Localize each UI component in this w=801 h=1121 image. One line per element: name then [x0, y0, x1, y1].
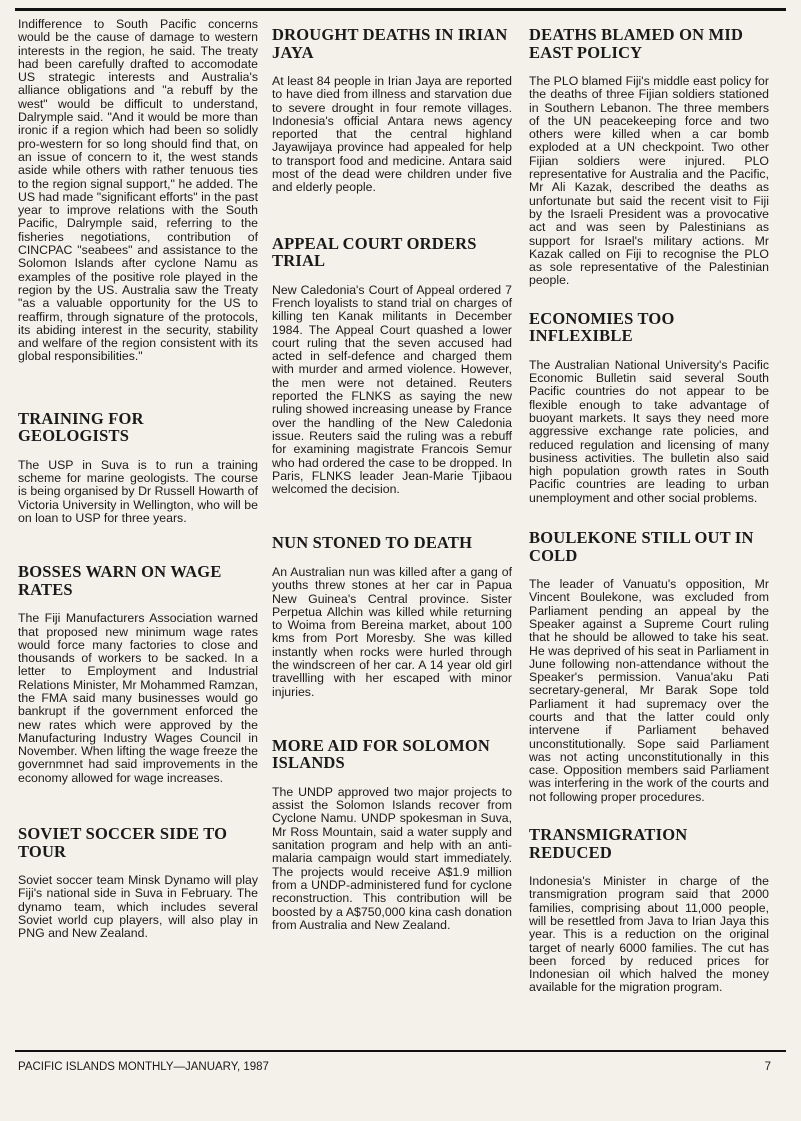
article-nun-stoned	[272, 534, 512, 698]
article-soviet-soccer	[18, 825, 258, 940]
article-body: An Australian nun was killed after a gang of youths threw stones at her car in Papua New Guinea's Central province. Sister Perpetua Allchin was killed while returning to Woima from Bereina market, about 100 kms from Port Moresby. She was killed instantly when rocks were hurled through the windscreen of her car. A 14 year old girl travellling with her escaped with minor injuries.	[272, 564, 512, 699]
article-body: At least 84 people in Irian Jaya are reported to have died from illness and starvation due to severe drought in four remote villages. Indonesia's official Antara news agency reported that the central highland Jayawijaya province had appealed for help to transport food and medicine. Antara said most of the dead were children under five and elderly people.	[272, 74, 512, 195]
article-headline: ECONOMIES TOO INFLEXIBLE	[529, 308, 675, 346]
article-body: The Australian National University's Pacific Economic Bulletin said several South Pacific countries do not appear to be flexible enough to take advantage of buoyant markets. It says they need more aggressive exchange rate policies, and reduced regulation and licensing of many business activities. The bulletin also said high population growth rates in South Pacific countries are leading to urban unemployment and other social problems.	[529, 357, 769, 505]
article-body: The USP in Suva is to run a training scheme for marine geologists. The course is being organised by Dr Russell Howarth of Victoria University in Wellington, who will be on loan to USP for three years.	[18, 457, 258, 525]
article-boulekone	[529, 529, 769, 804]
article-economies-inflexible	[529, 310, 769, 505]
bottom-rule	[15, 1050, 786, 1052]
article-deaths-blamed	[529, 26, 769, 288]
article-headline: DEATHS BLAMED ON MID EAST POLICY	[529, 25, 744, 62]
article-drought-deaths	[272, 26, 512, 195]
article-more-aid	[272, 737, 512, 932]
article-headline: SOVIET SOCCER SIDE TO TOUR	[18, 824, 228, 861]
article-body: Soviet soccer team Minsk Dynamo will play Fiji's national side in Suva in February. The dynamo team, which includes several Soviet world cup players, will also play in PNG and New Zealand.	[18, 873, 258, 941]
article-body: The PLO blamed Fiji's middle east policy for the deaths of three Fijian soldiers stationed in Southern Lebanon. The three members of the UN peacekeeping force and two others were killed when a car bomb exploded at a UN checkpoint. Two other Fijian soldiers were injured. PLO representative for Australia and the Pacific, Mr Ali Kazak, described the deaths as unfortunate but said the recent visit to Fiji by the Israeli President was a provocative act and was seen by Palestinians as support for Israel's military actions. Mr Kazak called on Fiji to recognise the PLO as sole representative of the Palestinian people.	[529, 74, 769, 288]
article-headline: DROUGHT DEATHS IN IRIAN JAYA	[272, 25, 508, 62]
article-body: Indonesia's Minister in charge of the transmigration program said that 2000 families, comprising about 11,000 people, will be resettled from Java to Irian Jaya this year. This is a reduction on the original target of nearly 6000 families. The cut has been forced by reduced prices for Indonesian oil which halved the money available for the migration program.	[529, 874, 769, 995]
article-body: New Caledonia's Court of Appeal ordered 7 French loyalists to stand trial on charges of killing ten Kanak militants in December 1984. The Appeal Court quashed a lower court ruling that the seven accused had acted in self-defence and charged them with murder and armed violence. However, the men were not detained. Reuters reported the FLNKS as saying the new ruling showed increasing unease by France over the handling of the New Caledonia issue. Reuters said the ruling was a rebuff for examining magistrate Francois Semur who had ordered the case to be dropped. In Paris, FLNKS leader Jean-Marie Tjibaou welcomed the decision.	[272, 282, 512, 497]
article-training-for-geologists	[18, 410, 258, 525]
article-body: The UNDP approved two major projects to assist the Solomon Islands recover from Cyclone Namu. UNDP spokesman in Suva, Mr Ross Mountain, said a water supply and sanitation program and help with an anti-malaria campaign would start immediately. The projects would receive A$1.9 million from a UNDP-administered fund for cyclone reconstruction. This contribution will be boosted by a A$750,000 kina cash donation from Australia and New Zealand.	[272, 784, 512, 932]
article-body: The Fiji Manufacturers Association warned that proposed new minimum wage rates would force many factories to close and thousands of workers to be sacked. In a letter to Employment and Industrial Relations Minister, Mr Mohammed Ramzan, the FMA said many businesses would go bankrupt if the government enforced the new rates which were approved by the Manufacturing Industry Wages Council in November. When lifting the wage freeze the governmnet had said improvements in the economy allowed for wage increases.	[18, 611, 258, 785]
article-body: The leader of Vanuatu's opposition, Mr Vincent Boulekone, was excluded from Parliament pending an appeal by the Speaker against a Supreme Court ruling that he should be allowed to take his seat. He was deprived of his seat in Parliament in June following non-attendance without the Speaker's permission. Vanua'aku Pati secretary-general, Mr Barak Sope told Parliament it had supremacy over the courts and that the latter could only intervene if Parliament behaved unconstitutionally. Sope said Parliament was not acting unconstitutionally in this case. Opposition members said Parliament was interfering in the work of the courts and not following proper procedures.	[529, 577, 769, 804]
article-headline: MORE AID FOR SOLOMON ISLANDS	[272, 735, 491, 773]
article-headline: APPEAL COURT ORDERS TRIAL	[272, 233, 477, 271]
column-3	[529, 18, 769, 995]
top-rule	[15, 8, 786, 11]
article-body: Indifference to South Pacific concerns would be the cause of damage to western interests in the region, he said. The treaty had been carefully drafted to accomodate US strategic interests and Australia's alliance obligations and "a rebuff by the west" would be difficult to understand, Dalrymple said. "And it would be more than ironic if a region which had been so solidly pro-western for so long should find that, on an issue of concern to it, the west stands aside while others with rather tenuous ties to the region signal support," he added. The US had made "significant efforts" in the past year to improve relations with the South Pacific, Dalrymple said, referring to the fisheries negotiations, contribution of CINCPAC "seabees" and assistance to the Solomon Islands after cyclone Namu as examples of the positive role played in the region by the US. Australia saw the Treaty "as a valuable opportunity for the US to reaffirm, through signature of the protocols, its abiding interest in the security, stability and welfare of the region consistent with its global responsibilities."	[18, 17, 258, 364]
article-headline: TRAINING FOR GEOLOGISTS	[18, 408, 144, 446]
page-number: 7	[764, 1061, 771, 1073]
article-headline: BOSSES WARN ON WAGE RATES	[18, 562, 222, 599]
column-1	[18, 18, 258, 941]
column-2	[272, 18, 512, 932]
article-bosses-warn	[18, 563, 258, 785]
publication-line: PACIFIC ISLANDS MONTHLY—JANUARY, 1987	[18, 1061, 269, 1073]
article-transmigration	[529, 826, 769, 995]
article-continuation-treaty	[18, 18, 258, 364]
article-appeal-court	[272, 235, 512, 497]
article-headline: TRANSMIGRATION REDUCED	[529, 825, 688, 862]
article-headline: BOULEKONE STILL OUT IN COLD	[529, 528, 754, 565]
article-headline: NUN STONED TO DEATH	[272, 533, 473, 553]
